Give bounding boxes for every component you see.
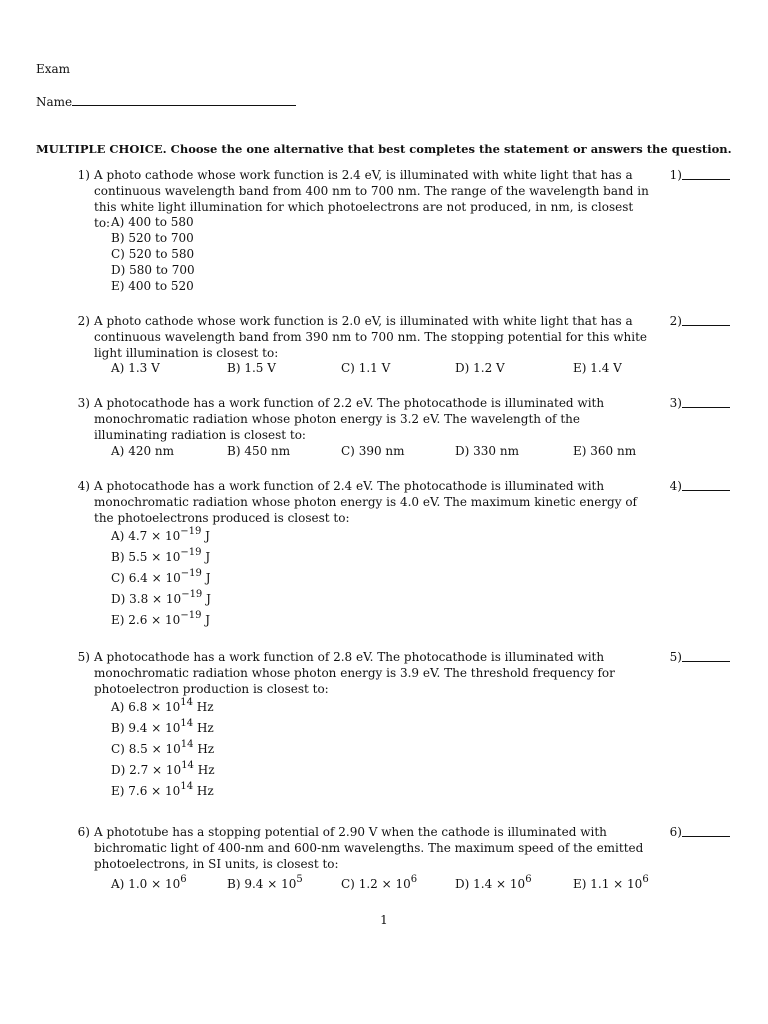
question-number: 2) [77, 314, 90, 328]
option-b[interactable]: B) 520 to 700 [111, 231, 194, 245]
answer-blank[interactable] [682, 407, 730, 408]
option-d[interactable]: D) 580 to 700 [111, 263, 195, 277]
option-e[interactable]: E) $7.6 \times 10^{14}$ Hz [111, 781, 214, 798]
question-text: A photocathode has a work function of 2.4 eV. The photocathode is illuminated with monochromatic radiation whose photon energy is 4.0 eV. The maximum kinetic energy of the photoelectrons produced is closest to: [94, 479, 637, 525]
answer-number: 4) [669, 479, 682, 493]
option-b[interactable]: B) 1.5 V [227, 361, 276, 375]
question-number: 5) [77, 650, 90, 664]
option-c[interactable]: C) 520 to 580 [111, 247, 195, 261]
option-c[interactable]: C) $8.5 \times 10^{14}$ Hz [111, 739, 215, 756]
answer-number: 5) [669, 650, 682, 664]
option-b[interactable]: B) $5.5 \times 10^{-19}$ J [111, 547, 211, 564]
option-d[interactable]: D) 1.2 V [455, 361, 505, 375]
answer-blank[interactable] [682, 490, 730, 491]
options-list [111, 214, 195, 294]
option-c[interactable]: C) $6.4 \times 10^{-19}$ J [111, 568, 211, 585]
question-text: A phototube has a stopping potential of 2.90 V when the cathode is illuminated with bichromatic light of 400-nm and 600-nm wavelengths. The maximum speed of the emitted photoelectrons, in SI units, is closest to: [94, 825, 644, 871]
options-row [111, 443, 671, 461]
answer-number: 2) [669, 314, 682, 328]
answer-blank[interactable] [682, 836, 730, 837]
option-c[interactable]: C) 390 nm [341, 444, 405, 458]
exam-label: Exam [36, 62, 71, 76]
option-a[interactable]: A) 420 nm [111, 444, 175, 458]
option-a[interactable]: A) 1.3 V [111, 361, 160, 375]
answer-blank[interactable] [682, 661, 730, 662]
name-line [36, 94, 296, 110]
option-e[interactable]: E) 1.4 V [573, 361, 622, 375]
instructions: MULTIPLE CHOICE. Choose the one alternative that best completes the statement or answers the question. [36, 142, 732, 156]
question-text: A photo cathode whose work function is 2.0 eV, is illuminated with white light that has a continuous wavelength band from 390 nm to 700 nm. The stopping potential for this white light illumination is closest to: [94, 314, 647, 360]
option-d[interactable]: D) $1.4 \times 10^6$ [455, 874, 532, 891]
question-text: A photocathode has a work function of 2.8 eV. The photocathode is illuminated with monochromatic radiation whose photon energy is 3.9 eV. The threshold frequency for photoelectron production is closest to: [94, 650, 615, 696]
answer-blank[interactable] [682, 179, 730, 180]
page-number: 1 [380, 913, 388, 927]
question-text: A photocathode has a work function of 2.2 eV. The photocathode is illuminated with monochromatic radiation whose photon energy is 3.2 eV. The wavelength of the illuminating radiation is closest to: [94, 396, 605, 442]
name-blank[interactable] [72, 94, 296, 106]
options-list [111, 528, 211, 633]
question-number: 6) [77, 825, 90, 839]
question-number: 4) [77, 479, 90, 493]
option-b[interactable]: B) 450 nm [227, 444, 291, 458]
option-e[interactable]: E) 400 to 520 [111, 279, 194, 293]
question-number: 3) [77, 396, 90, 410]
answer-number: 6) [669, 825, 682, 839]
option-d[interactable]: D) 330 nm [455, 444, 519, 458]
question-text: A photo cathode whose work function is 2.4 eV, is illuminated with white light that has a continuous wavelength band from 400 nm to 700 nm. The range of the wavelength band in this white light illumination for which photoelectrons are not produced, in nm, is closest to: [94, 168, 649, 230]
option-d[interactable]: D) $2.7 \times 10^{14}$ Hz [111, 760, 215, 777]
option-d[interactable]: D) $3.8 \times 10^{-19}$ J [111, 589, 211, 606]
question-number: 1) [77, 168, 90, 182]
option-a[interactable]: A) 400 to 580 [111, 215, 194, 229]
option-b[interactable]: B) $9.4 \times 10^{14}$ Hz [111, 718, 214, 735]
answer-blank[interactable] [682, 325, 730, 326]
options-row [111, 360, 671, 378]
option-a[interactable]: A) $4.7 \times 10^{-19}$ J [111, 526, 210, 543]
option-a[interactable]: A) $6.8 \times 10^{14}$ Hz [111, 697, 214, 714]
answer-number: 1) [669, 168, 682, 182]
option-e[interactable]: E) $1.1 \times 10^6$ [573, 874, 649, 891]
option-e[interactable]: E) 360 nm [573, 444, 637, 458]
name-label: Name [36, 95, 73, 109]
option-a[interactable]: A) $1.0 \times 10^6$ [111, 874, 187, 891]
options-list [111, 699, 215, 804]
option-e[interactable]: E) $2.6 \times 10^{-19}$ J [111, 610, 211, 627]
option-c[interactable]: C) $1.2 \times 10^6$ [341, 874, 418, 891]
option-b[interactable]: B) $9.4 \times 10^5$ [227, 874, 303, 891]
option-c[interactable]: C) 1.1 V [341, 361, 391, 375]
options-row [111, 876, 671, 894]
answer-number: 3) [669, 396, 682, 410]
